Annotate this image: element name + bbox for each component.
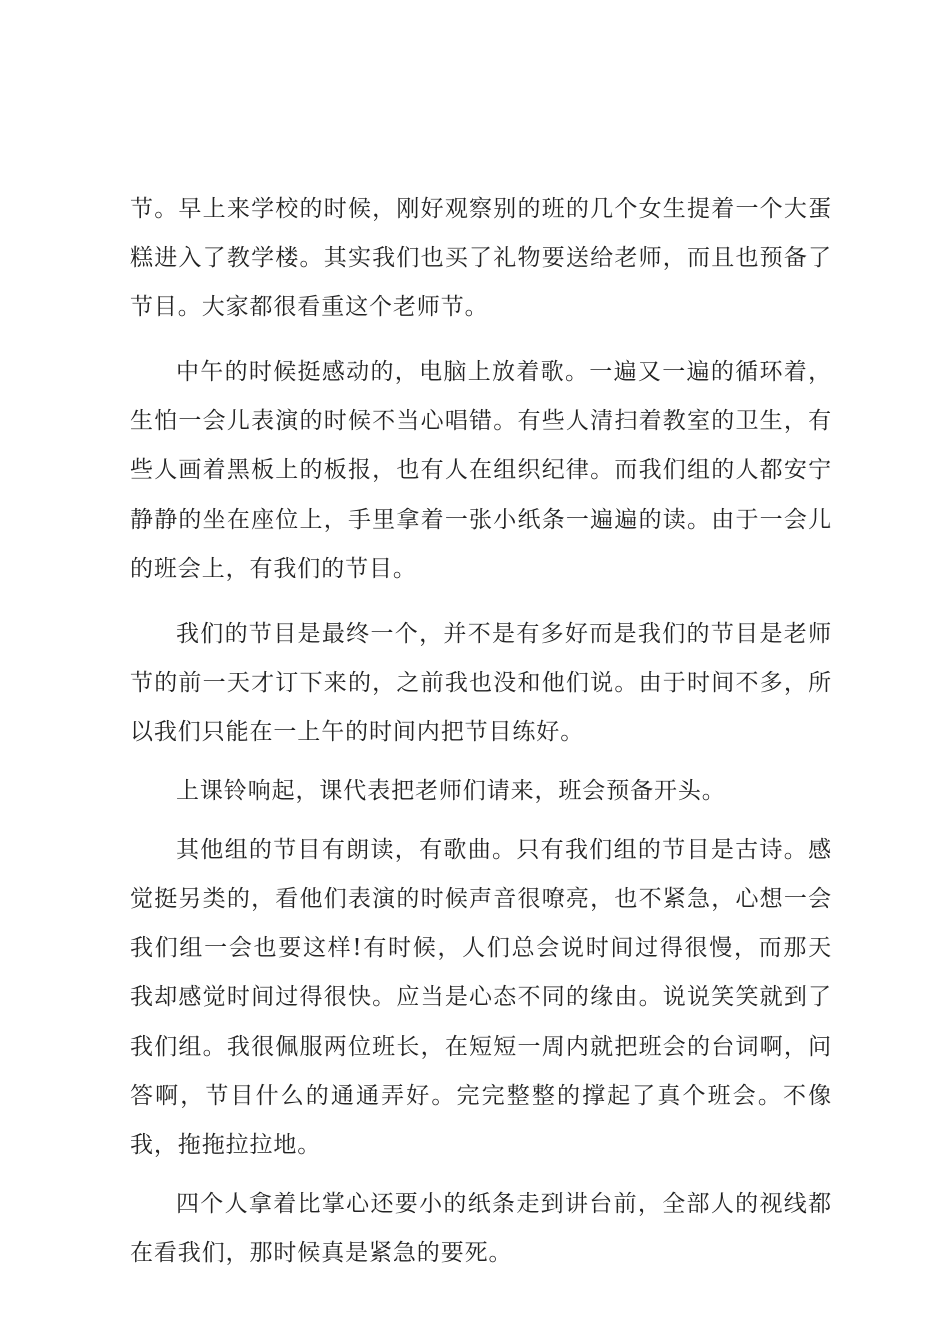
paragraph-continuation: 节。早上来学校的时候，刚好观察别的班的几个女生提着一个大蛋糕进入了教学楼。其实我们也买了礼物要送给老师，而且也预备了节目。大家都很看重这个老师节。 [130, 196, 832, 321]
paragraph-noon: 中午的时候挺感动的，电脑上放着歌。一遍又一遍的循环着，生怕一会儿表演的时候不当心唱错。有些人清扫着教室的卫生，有些人画着黑板上的板报，也有人在组织纪律。而我们组的人都安宁静静的坐在座位上，手里拿着一张小纸条一遍遍的读。由于一会儿的班会上，有我们的节目。 [130, 359, 832, 582]
paragraph-four-people: 四个人拿着比掌心还要小的纸条走到讲台前，全部人的视线都在看我们，那时候真是紧急的要死。 [130, 1190, 832, 1266]
paragraph-other-groups: 其他组的节目有朗读，有歌曲。只有我们组的节目是古诗。感觉挺另类的，看他们表演的时候声音很嘹亮，也不紧急，心想一会我们组一会也要这样!有时候，人们总会说时间过得很慢，而那天我却感觉时间过得很快。应当是心态不同的缘由。说说笑笑就到了我们组。我很佩服两位班长，在短短一周内就把班会的台词啊，问答啊，节目什么的通通弄好。完完整整的撑起了真个班会。不像我，拖拖拉拉地。 [130, 837, 832, 1158]
paragraph-last-program: 我们的节目是最终一个，并不是有多好而是我们的节目是老师节的前一天才订下来的，之前我也没和他们说。由于时间不多，所以我们只能在一上午的时间内把节目练好。 [130, 620, 832, 745]
paragraph-class-bell: 上课铃响起，课代表把老师们请来，班会预备开头。 [176, 778, 726, 805]
document-body [130, 185, 832, 1294]
